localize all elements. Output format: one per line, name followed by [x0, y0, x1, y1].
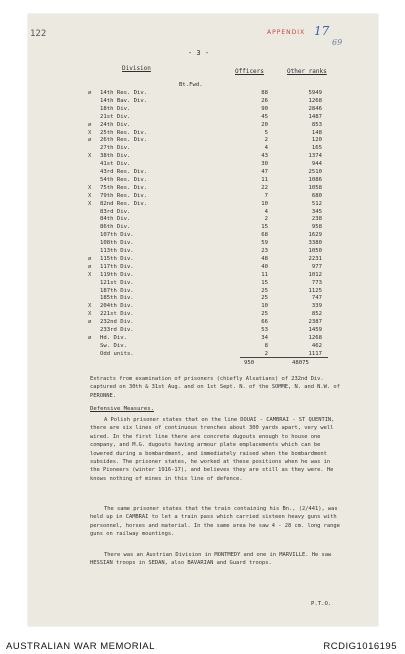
- row-division: 185th Div.: [100, 295, 134, 302]
- row-officers: 4: [264, 145, 268, 152]
- row-mark: ø: [88, 255, 92, 262]
- row-other-ranks: 3380: [308, 240, 322, 247]
- row-mark: ø: [88, 319, 92, 326]
- row-officers: 66: [261, 319, 268, 326]
- row-division: Odd units.: [100, 350, 134, 357]
- total-officers: 950: [244, 360, 255, 366]
- total-other-ranks: 48075: [292, 360, 309, 366]
- row-division: Hd. Div.: [100, 334, 127, 341]
- row-officers: 5: [264, 129, 268, 136]
- row-other-ranks: 5949: [308, 90, 322, 96]
- row-officers: 45: [261, 113, 268, 120]
- section-heading: Defensive Measures.: [90, 406, 154, 412]
- row-division: 21st Div.: [100, 113, 131, 120]
- row-division: 43rd Res. Div.: [100, 169, 148, 175]
- row-other-ranks: 852: [311, 311, 322, 318]
- total-rule: [240, 357, 328, 358]
- row-officers: 4: [264, 208, 268, 215]
- page-ref: 122: [30, 29, 47, 39]
- row-other-ranks: 148: [311, 129, 322, 136]
- row-other-ranks: 1050: [308, 248, 322, 254]
- row-officers: 11: [261, 271, 268, 278]
- row-officers: 26: [261, 97, 268, 104]
- row-mark: X: [88, 129, 92, 136]
- row-division: 54th Res. Div.: [100, 176, 148, 183]
- row-mark: X: [88, 200, 92, 207]
- row-officers: 15: [261, 224, 268, 231]
- row-officers: 7: [264, 192, 268, 199]
- row-other-ranks: 747: [311, 295, 322, 302]
- col-officers: Officers: [235, 68, 264, 75]
- appendix-number: 17: [314, 24, 330, 38]
- row-officers: 2: [264, 350, 268, 357]
- row-officers: 2: [264, 216, 268, 223]
- row-mark: X: [88, 271, 92, 278]
- row-division: 14th Bav. Div.: [100, 97, 148, 104]
- row-officers: 25: [261, 295, 268, 302]
- row-division: Sw. Div.: [100, 342, 127, 349]
- pto: P.T.O.: [311, 601, 332, 607]
- row-mark: ø: [88, 263, 92, 270]
- bt-fwd: Bt.Fwd.: [179, 82, 203, 88]
- row-other-ranks: 1268: [308, 334, 322, 341]
- row-other-ranks: 773: [311, 279, 322, 286]
- row-other-ranks: 2510: [308, 169, 322, 175]
- row-other-ranks: 1374: [308, 153, 322, 160]
- row-division: 24th Div.: [100, 121, 131, 128]
- row-division: 26th Res. Div.: [100, 137, 148, 144]
- row-mark: X: [88, 311, 92, 318]
- row-other-ranks: 238: [311, 216, 322, 223]
- row-officers: 30: [261, 161, 268, 168]
- row-other-ranks: 1268: [308, 97, 322, 104]
- row-division: 187th Div.: [100, 287, 134, 294]
- footer-reference: RCDIG1016195: [323, 641, 397, 652]
- row-mark: ø: [88, 137, 92, 144]
- row-mark: X: [88, 153, 92, 160]
- row-division: 121st Div.: [100, 279, 134, 286]
- row-division: 41st Div.: [100, 161, 131, 168]
- row-officers: 43: [261, 153, 268, 160]
- row-mark: ø: [88, 121, 92, 128]
- row-division: 27th Div.: [100, 145, 131, 152]
- row-officers: 48: [261, 255, 268, 262]
- footer-institution: AUSTRALIAN WAR MEMORIAL: [6, 641, 155, 652]
- row-officers: 88: [261, 90, 268, 96]
- row-mark: X: [88, 303, 92, 310]
- row-division: 107th Div.: [100, 232, 134, 239]
- row-division: 115th Div.: [100, 255, 134, 262]
- row-other-ranks: 120: [311, 137, 322, 144]
- row-division: 79th Res. Div.: [100, 192, 148, 199]
- row-officers: 47: [261, 169, 268, 175]
- row-other-ranks: 1058: [308, 184, 322, 191]
- row-officers: 25: [261, 287, 268, 294]
- row-other-ranks: 462: [311, 342, 322, 349]
- row-division: 83rd Div.: [100, 208, 131, 215]
- row-division: 108th Div.: [100, 240, 134, 247]
- row-officers: 11: [261, 176, 268, 183]
- extract-heading: Extracts from examination of prisoners (chiefly Alsatians) of 232nd Div. captured on 30th & 31st Aug. and on 1st Sept. N. of the SOMME, N. and N.W. of PERONNE.: [90, 376, 340, 399]
- row-other-ranks: 2231: [308, 255, 322, 262]
- appendix-suffix: 69: [332, 38, 343, 47]
- row-division: 84th Div.: [100, 216, 131, 223]
- row-officers: 10: [261, 200, 268, 207]
- row-officers: 15: [261, 279, 268, 286]
- row-other-ranks: 853: [311, 121, 322, 128]
- row-other-ranks: 1117: [308, 350, 322, 357]
- row-officers: 10: [261, 303, 268, 310]
- row-other-ranks: 339: [311, 303, 322, 310]
- row-officers: 23: [261, 248, 268, 254]
- row-other-ranks: 977: [311, 263, 322, 270]
- col-division: Division: [122, 65, 151, 72]
- row-other-ranks: 1459: [308, 327, 322, 333]
- row-other-ranks: 345: [311, 208, 322, 215]
- appendix-stamp: APPENDIX: [267, 29, 306, 36]
- row-division: 75th Res. Div.: [100, 184, 148, 191]
- row-division: 82nd Res. Div.: [100, 200, 148, 207]
- row-other-ranks: 2846: [308, 105, 322, 112]
- paragraph-3: There was an Austrian Division in MONTMEDY and one in MARVILLE. He saw HESSIAN troops in SEDAN, also BAVARIAN and Guard troops.: [90, 552, 332, 567]
- row-other-ranks: 1086: [308, 176, 322, 183]
- row-officers: 8: [264, 342, 268, 349]
- row-other-ranks: 1012: [308, 271, 322, 278]
- row-officers: 20: [261, 121, 268, 128]
- row-mark: X: [88, 184, 92, 191]
- row-officers: 68: [261, 232, 268, 239]
- row-officers: 22: [261, 184, 268, 191]
- row-officers: 53: [261, 327, 268, 333]
- page-number: - 3 -: [188, 49, 210, 57]
- row-other-ranks: 512: [311, 200, 322, 207]
- row-other-ranks: 1125: [308, 287, 322, 294]
- row-officers: 40: [261, 263, 268, 270]
- row-other-ranks: 944: [311, 161, 322, 168]
- archive-footer: [0, 627, 405, 654]
- row-officers: 2: [264, 137, 268, 144]
- row-mark: ø: [88, 90, 92, 96]
- row-division: 38th Div.: [100, 153, 131, 160]
- row-mark: X: [88, 192, 92, 199]
- row-other-ranks: 958: [311, 224, 322, 231]
- row-mark: ø: [88, 334, 92, 341]
- row-division: 113th Div.: [100, 248, 134, 254]
- paragraph-1: A Polish prisoner states that on the line DOUAI - CAMBRAI - ST QUENTIN, there are six lines of continuous trenches about 300 yards apart, very well wired. In the first line there are concrete dugouts enough to house one company, and M.G. dugouts having armour plate emplacements which can be lowered during a bombardment, and immediately raised when the bombardment subsides. The prisoner states, he worked at these positions when he was in the Pioneers (winter 1916-17), and believes they are still as they were. He knows nothing of mines in this line of defence.: [90, 417, 335, 482]
- row-other-ranks: 680: [311, 192, 322, 199]
- row-division: 233rd Div.: [100, 327, 134, 333]
- paragraph-2: The same prisoner states that the train containing his Bn., (2/441), was held up in CAMBRAI to let a train pass which carried sixteen heavy guns with personnel, horses and material. In the same area he saw 4 - 28 cm. long range guns on railway mountings.: [90, 506, 340, 538]
- row-officers: 25: [261, 311, 268, 318]
- row-other-ranks: 1487: [308, 113, 322, 120]
- row-officers: 90: [261, 105, 268, 112]
- row-division: 204th Div.: [100, 303, 134, 310]
- row-other-ranks: 2387: [308, 319, 322, 326]
- row-officers: 59: [261, 240, 268, 247]
- col-other-ranks: Other ranks: [287, 68, 327, 75]
- paper-sheet: [28, 14, 378, 626]
- row-other-ranks: 1629: [308, 232, 322, 239]
- row-division: 119th Div.: [100, 271, 134, 278]
- row-division: 25th Res. Div.: [100, 129, 148, 136]
- row-division: 221st Div.: [100, 311, 134, 318]
- row-division: 18th Div.: [100, 105, 131, 112]
- row-division: 14th Res. Div.: [100, 90, 148, 96]
- row-division: 117th Div.: [100, 263, 134, 270]
- row-officers: 34: [261, 334, 268, 341]
- row-division: 232nd Div.: [100, 319, 134, 326]
- row-division: 86th Div.: [100, 224, 131, 231]
- row-other-ranks: 165: [311, 145, 322, 152]
